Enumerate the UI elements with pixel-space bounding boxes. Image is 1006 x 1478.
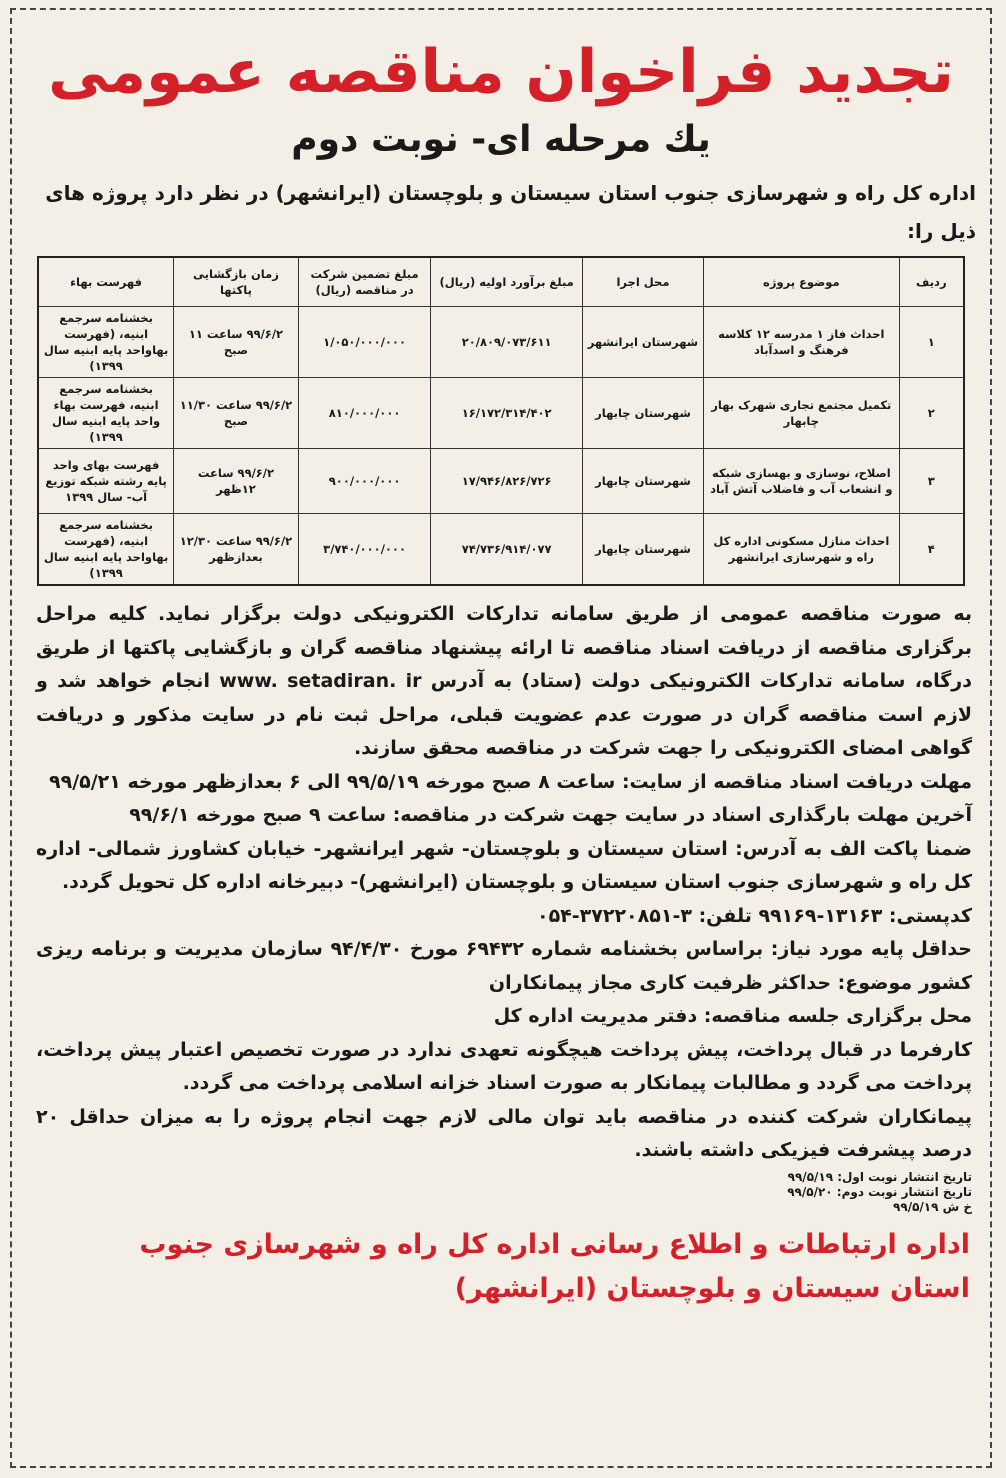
- table-row: [38, 449, 964, 514]
- publication-dates: [22, 1170, 972, 1215]
- paragraph-minimum-grade: حداقل پایه مورد نیاز: براساس بخشنامه شماره ۶۹۴۳۲ مورخ ۹۴/۴/۳۰ سازمان مدیریت و برنامه ریزی کشور موضوع: حداکثر ظرفیت کاری مجاز پیمانکاران: [36, 938, 972, 994]
- cell-row-number: ۲: [899, 378, 964, 449]
- cell-place: شهرستان چابهار: [582, 449, 703, 514]
- paragraph-envelope-address: ضمنا پاکت الف به آدرس: استان سیستان و بلوچستان- شهر ایرانشهر- خیابان کشاورز شمالی- اداره کل راه و شهرسازی جنوب استان سیستان و بلوچستان (ایرانشهر)- دبیرخانه اداره کل تحویل گردد.: [36, 837, 972, 893]
- cell-price-list: بخشنامه سرجمع ابنیه، (فهرست بهاواحد پایه ابنیه سال ۱۳۹۹): [38, 307, 174, 378]
- paragraph-procedure: به صورت مناقصه عمومی از طریق سامانه تدارکات الکترونیکی دولت برگزار نماید. کلیه مراحل برگزاری مناقصه از دریافت اسناد مناقصه تا ارائه پیشنهاد مناقصه گران و بازگشایی پاکتها از طریق درگاه، سامانه تدارکات الکترونیکی دولت (ستاد) به آدرس www. setadiran. ir انجام خواهد شد و لازم است مناقصه گران در صورت عدم عضویت قبلی، مراحل ثبت نام در سایت مذکور و دریافت گواهی امضای الکترونیکی را جهت شرکت در مناقصه محقق سازند.: [36, 603, 972, 759]
- cell-row-number: ۱: [899, 307, 964, 378]
- header-subject: موضوع پروژه: [704, 257, 900, 307]
- table-row: [38, 514, 964, 586]
- cell-estimate: ۱۶/۱۷۲/۳۱۴/۴۰۲: [431, 378, 582, 449]
- cell-guarantee: ۹۰۰/۰۰۰/۰۰۰: [298, 449, 431, 514]
- cell-row-number: ۳: [899, 449, 964, 514]
- intro-text: اداره کل راه و شهرسازی جنوب استان سیستان و بلوچستان (ایرانشهر) در نظر دارد پروژه های ذیل را:: [45, 181, 976, 243]
- cell-subject: احداث منازل مسکونی اداره کل راه و شهرسازی ایرانشهر: [704, 514, 900, 586]
- page-subtitle: یك مرحله ای- نوبت دوم: [291, 119, 711, 160]
- table-row: [38, 378, 964, 449]
- cell-place: شهرستان ایرانشهر: [582, 307, 703, 378]
- paragraph-payment: کارفرما در قبال پرداخت، پیش پرداخت هیچگونه تعهدی ندارد در صورت تخصیص اعتبار پیش پرداخت، پرداخت می گردد و مطالبات پیمانکار به صورت اسناد خزانه اسلامی پرداخت می گردد.: [36, 1038, 972, 1094]
- organization-line-1: اداره ارتباطات و اطلاع رسانی اداره کل راه و شهرسازی جنوب: [139, 1228, 970, 1260]
- cell-row-number: ۴: [899, 514, 964, 586]
- cell-estimate: ۷۴/۷۳۶/۹۱۴/۰۷۷: [431, 514, 582, 586]
- paragraph-financial-capacity: پیمانکاران شرکت کننده در مناقصه باید توان مالی لازم جهت انجام پروژه را به میزان حداقل ۲۰ درصد پیشرفت فیزیکی داشته باشند.: [36, 1105, 972, 1161]
- header-price-list: فهرست بهاء: [38, 257, 174, 307]
- cell-guarantee: ۱/۰۵۰/۰۰۰/۰۰۰: [298, 307, 431, 378]
- cell-price-list: بخشنامه سرجمع ابنیه، (فهرست بهاواحد پایه ابنیه سال ۱۳۹۹): [38, 514, 174, 586]
- cell-opening-time: ۹۹/۶/۲ ساعت ۱۱/۳۰ صبح: [174, 378, 299, 449]
- cell-place: شهرستان چابهار: [582, 514, 703, 586]
- cell-subject: احداث فاز ۱ مدرسه ۱۲ کلاسه فرهنگ و اسدآباد: [704, 307, 900, 378]
- cell-opening-time: ۹۹/۶/۲ ساعت ۱۲/۳۰ بعدازظهر: [174, 514, 299, 586]
- notice-code: خ ش ۹۹/۵/۱۹: [893, 1199, 972, 1214]
- cell-subject: اصلاح، نوسازی و بهسازی شبکه و انشعاب آب و فاضلاب آتش آباد: [704, 449, 900, 514]
- cell-opening-time: ۹۹/۶/۲ ساعت ۱۲ظهر: [174, 449, 299, 514]
- organization-line-2: استان سیستان و بلوچستان (ایرانشهر): [454, 1272, 970, 1304]
- projects-table: [37, 256, 965, 586]
- paragraph-upload-deadline: آخرین مهلت بارگذاری اسناد در سایت جهت شرکت در مناقصه: ساعت ۹ صبح مورخه ۹۹/۶/۱: [129, 804, 972, 826]
- cell-price-list: فهرست بهای واحد پایه رشته شبکه توزیع آب- سال ۱۳۹۹: [38, 449, 174, 514]
- header-row-number: ردیف: [899, 257, 964, 307]
- header-estimate: مبلغ برآورد اولیه (ریال): [431, 257, 582, 307]
- notice-body: [36, 598, 972, 1168]
- cell-estimate: ۱۷/۹۴۶/۸۲۶/۷۲۶: [431, 449, 582, 514]
- cell-place: شهرستان چابهار: [582, 378, 703, 449]
- paragraph-contact: کدپستی: ۱۳۱۶۳-۹۹۱۶۹ تلفن: ۳-۳۷۲۲۰۸۵۱-۰۵۴: [536, 904, 972, 927]
- cell-opening-time: ۹۹/۶/۲ ساعت ۱۱ صبح: [174, 307, 299, 378]
- paragraph-download-deadline: مهلت دریافت اسناد مناقصه از سایت: ساعت ۸ صبح مورخه ۹۹/۵/۱۹ الی ۶ بعدازظهر مورخه ۹۹/۵/۲۱: [49, 770, 972, 793]
- second-publication-date: تاریخ انتشار نوبت دوم: ۹۹/۵/۲۰: [787, 1184, 972, 1199]
- cell-price-list: بخشنامه سرجمع ابنیه، فهرست بهاء واحد پایه ابنیه سال ۱۳۹۹): [38, 378, 174, 449]
- header-opening-time: زمان بازگشایی پاکتها: [174, 257, 299, 307]
- table-row: [38, 307, 964, 378]
- first-publication-date: تاریخ انتشار نوبت اول: ۹۹/۵/۱۹: [787, 1169, 972, 1184]
- cell-guarantee: ۸۱۰/۰۰۰/۰۰۰: [298, 378, 431, 449]
- header-guarantee: مبلغ تضمین شرکت در مناقصه (ریال): [298, 257, 431, 307]
- paragraph-meeting-place: محل برگزاری جلسه مناقصه: دفتر مدیریت اداره کل: [493, 1005, 972, 1027]
- cell-guarantee: ۳/۷۴۰/۰۰۰/۰۰۰: [298, 514, 431, 586]
- cell-estimate: ۲۰/۸۰۹/۰۷۳/۶۱۱: [431, 307, 582, 378]
- table-header-row: [38, 257, 964, 307]
- cell-subject: تکمیل مجتمع تجاری شهرک بهار چابهار: [704, 378, 900, 449]
- tender-notice: [22, 20, 980, 1311]
- header-place: محل اجرا: [582, 257, 703, 307]
- issuing-organization: [22, 1223, 970, 1311]
- page-title: تجدید فراخوان مناقصه عمومی: [48, 37, 954, 107]
